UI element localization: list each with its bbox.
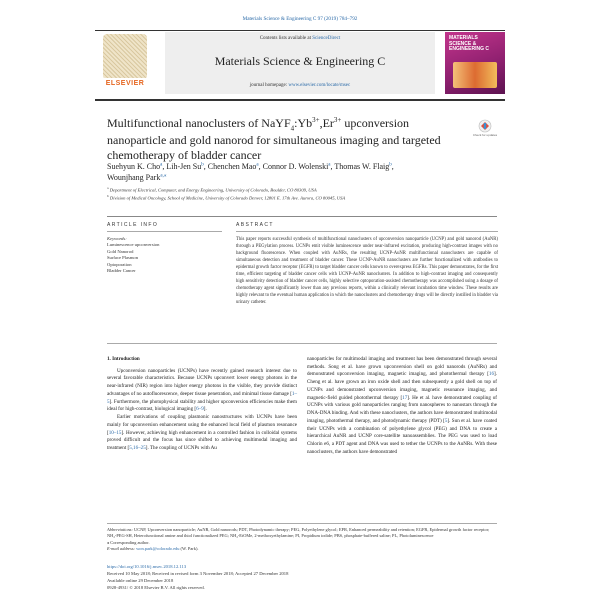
abstract-text: This paper reports successful synthesis of multifunctional nanoclusters of upconversion nanoparticle (UCNP) and gold nanorod (AuNR) through a PEGylation process. UCNPs emit visible luminescence under near-infrared excitation, producing high-contrast images with no background fluorescence. When coupled with AuNRs, the resulting UCNP-AuNR multifunctional nanoclusters are capable of simultaneous detection and treatment of bladder cancer. These UCNP-AuNR nanoclusters are further functionalized with antibodies to epidermal growth factor receptor (EGFR) to target bladder cancer cells known to overexpress EGFRs. This paper demonstrates, for the first time, efficient targeting of bladder cancer cells with UCNP-AuNR nanoclusters. In addition to high-contrast imaging and consequently high sensitivity detection of bladder cancer cells, highly selective optoporation-assisted chemotherapy was accomplished using a dosage of chemotherapy agent significantly lower than any previous reports, within a clinically relevant incubation time window. These results are highly relevant to the eventual human application in which the nanoclusters and chemotherapy drugs will be directly instilled in bladder via urinary catheter. [236,237,498,306]
crossmark-icon[interactable] [472,118,498,138]
crossmark-label: Check for updates [472,133,498,137]
citation-link[interactable]: 5 [444,417,448,424]
info-rule [107,216,497,217]
journal-cover[interactable] [445,32,505,94]
info-subrule [107,231,222,232]
affiliation: $^a$ Department of Electrical, Computer, and Energy Engineering, University of Colorado, Boulder, CO 80309, USA [107,186,317,193]
author[interactable]: Thomas W. Flaig$^b$ [334,162,392,171]
journal-title: Materials Science & Engineering C [214,54,386,68]
doi-link[interactable]: https://doi.org/10.1016/j.msec.2018.12.113 [107,564,187,569]
sciencedirect-link[interactable]: ScienceDirect [312,36,341,41]
citation-link[interactable]: 1–5 [107,390,297,405]
affiliations [107,186,497,202]
affiliation: $^b$ Division of Medical Oncology, School of Medicine, University of Colorado Denver, 12801 E. 17th Ave. Aurora, CO 80045, USA [107,194,346,201]
citation-link[interactable]: 16 [488,371,495,378]
author[interactable]: Connor D. Wolenski$^a$ [262,162,331,171]
body-column-right [307,356,497,457]
keyword: Surface Plasmon [107,255,139,261]
footnotes [107,527,497,553]
keywords-block [107,236,222,275]
author[interactable]: Lih-Jen Su$^b$ [166,162,204,171]
available-online: Available online 29 December 2018 [107,577,174,583]
abstract-subrule [236,231,498,232]
cover-title: MATERIALS SCIENCE & ENGINEERING C [449,35,490,52]
section-heading: 1. Introduction [107,356,140,362]
corresponding-author: ⁎ Corresponding author. [107,539,150,545]
header-rule-bottom [95,99,505,101]
citation-link[interactable]: 6–9 [196,406,204,413]
elsevier-logo[interactable] [95,32,155,94]
header-rule-top [95,30,505,31]
top-citation[interactable]: Materials Science & Engineering C 97 (2019) 784–792 [242,16,358,22]
citation-link[interactable]: 5,16–25 [129,445,146,452]
paragraph: Earlier motivations of coupling plasmonic nanostructures with UCNPs have been mainly for upconversion enhancement using the enhanced local field of plasmon resonance [10–15]. However, achieving high enhancement in a controlled fashion in colloidal systems proved difficult and the focus has since shifted to achieving multimodal imaging and treatment [5,16–25]. The coupling of UCNPs with Au [107,414,297,452]
keyword: Optoporation [107,261,132,267]
contents-line: Contents lists available at ScienceDirect [259,36,341,41]
keyword: Gold Nanorod [107,248,134,254]
citation-link[interactable]: 17 [402,394,408,401]
elsevier-wordmark: ELSEVIER [105,80,145,87]
author-list: Suehyun K. Cho$^a$, Lih-Jen Su$^b$, Chenchen Mao$^a$, Connor D. Wolenski$^a$, Thomas W. Flaig$^b$, Wounjhang Park$^{a,⁎}$ [107,162,394,182]
abbreviations: Abbreviations: UCNP, Upconversion nanoparticle; AuNR, Gold nanorods; PDT, Photodynamic therapy; PEG, Polyethylene glycol; EPR, Enhanced permeability and retention; EGFR, Epidermal growth factor receptor; NH₂-PEG-SH, Heterofunctional amine and thiol functionalized PEG; NH₂-EtOMe, 2-methoxyethylamine; PI, Propidium iodide; PBS, phosphate-buffered saline; PL, Photoluminescence [107,527,490,539]
citation-link[interactable]: 10–15 [108,429,122,436]
email-line: E-mail address: won.park@colorado.edu (W. Park). [107,546,199,552]
keyword: Bladder Cancer [107,268,136,274]
author[interactable]: Wounjhang Park$^{a,⁎}$ [107,172,167,182]
paragraph: Upconversion nanoparticles (UCNPs) have recently gained research interest due to several favorable characteristics. Because UCNPs upconvert lower energy photons in the near-infrared (NIR) region into higher energy photons in the visible, they provide distinct advantages of no autofluorescence, deeper tissue penetration, and minimal tissue damage [1–5]. Furthermore, the photophysical stability and higher upconversion efficiencies make them ideal for high-contrast, biological imaging [6–9]. [107,367,297,413]
article-title: Multifunctional nanoclusters of $NaYF_4:Yb^{3+},Er^{3+}$ upconversion nanoparticle and gold nanorod for simultaneous imaging and targeted chemotherapy of bladder cancer [107,116,441,162]
journal-header-box [165,32,435,94]
paragraph: nanoparticles for multimodal imaging and treatment has been demonstrated through several methods. Song et al. have grown upconversion shell on gold nanorods (AuNRs) and demonstrated upconversion imaging, magnetic imaging, and photothermal therapy [16]. Cheng et al. have grown an iron oxide shell and then subsequently a gold shell on top of UCNPs and demonstrated upconversion imaging, magnetic resonance imaging, and magnetic-field guided photothermal therapy [17]. He et al. have demonstrated coupling of UCNPs with various gold nanoparticles ranging from nanospheres to nanostars through the DNA-DNA binding. And with these nanoclusters, the authors have demonstrated multimodal imaging, photothermal therapy, and photodynamic therapy (PDT) [5]. Sun et al. have coated their UCNPs with a combination of polyethylene glycol (PEG) and DNA to create a hierarchical AuNR and UCNP core-satellite nanoassemblies. The PEG was used to load Chlorin e6, a PDT agent and DNA was used to tether the UCNPs to the AuNRs. With these nanoclusters, the authors have demonstrated [307,356,497,455]
keywords-label: Keywords: [107,236,127,241]
article-info-heading: ARTICLE INFO [107,222,159,228]
keyword: Luminescence upconversion [107,242,160,248]
homepage-line: journal homepage: www.elsevier.com/locate/msec [249,83,351,88]
abstract-end-rule [107,343,497,344]
received-dates: Received 10 May 2018; Received in revised form 3 November 2018; Accepted 27 December 2018 [107,570,289,576]
homepage-link[interactable]: www.elsevier.com/locate/msec [288,83,351,88]
author[interactable]: Suehyun K. Cho$^a$ [107,162,163,171]
abstract-heading: ABSTRACT [236,222,274,228]
copyright: 0928-4931/ © 2018 Elsevier B.V. All rights reserved. [107,584,205,590]
doi-block [107,564,288,592]
footnote-rule [107,523,497,524]
cover-image [453,62,497,88]
email-link[interactable]: won.park@colorado.edu [136,546,180,552]
author[interactable]: Chenchen Mao$^a$ [207,162,259,171]
elsevier-tree-icon [103,34,147,78]
body-column-left [107,356,297,453]
